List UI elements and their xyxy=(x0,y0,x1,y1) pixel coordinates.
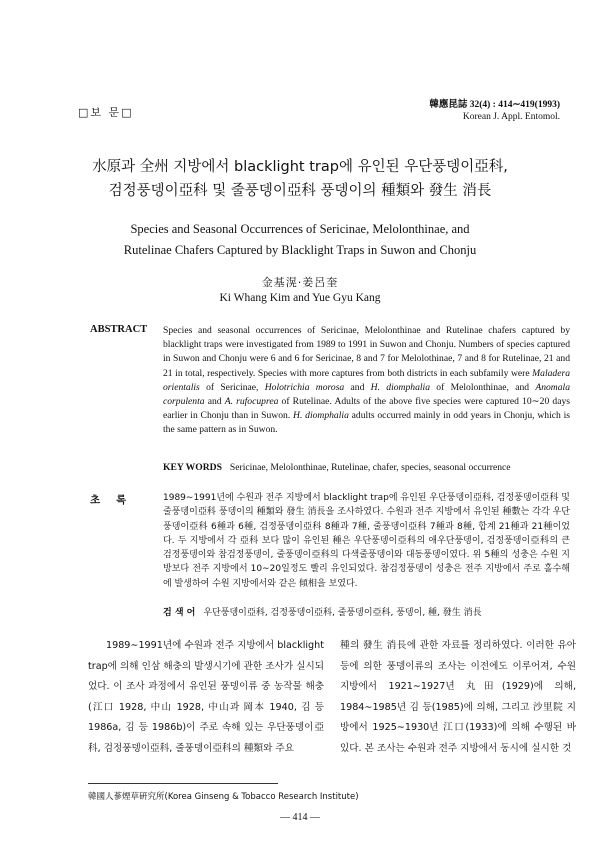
english-title-line2: Rutelinae Chafers Captured by Blacklight Traps in Suwon and Chonju xyxy=(123,243,477,257)
korean-title-line2: 검정풍뎅이亞科 및 줄풍뎅이亞科 풍뎅이의 種類와 發生 消長 xyxy=(108,183,492,199)
english-title xyxy=(60,219,540,261)
species-name: Anomala corpulenta xyxy=(163,381,570,408)
species-name: H. diomphalia xyxy=(370,381,430,393)
korean-title xyxy=(60,155,540,203)
abstract-part: and xyxy=(204,396,225,408)
abstract-label: ABSTRACT xyxy=(90,324,148,335)
abstract-part: of Rutelinae. Adults of the above five species were captured 10∼20 days earlier in Chonju than in Suwon. xyxy=(163,396,570,422)
abstract-part: Species and seasonal occurrences of Sericinae, Melolonthinae and Rutelinae chafers captured by blacklight traps were investigated from 1989 to 1991 in Suwon and Chonju. Numbers of species captured in Suwon and Chonju were 6 and 6 for Sericinae, 8 and 7 for Melolothinae, 7 and 8 for Rutelinae, 21 and 21 in total, respectively. Species with more captures from both districts in each subfamily were xyxy=(163,325,570,379)
korean-key-words xyxy=(163,605,573,618)
korean-abstract-text: 1989∼1991년에 수원과 전주 지방에서 blacklight trap에 유인된 우단풍뎅이亞科, 검정풍뎅이亞科 및 줄풍뎅이亞科 풍뎅이의 種類와 發生 消長을 조사하였다. 수원과 전주 지방에서 유인된 種數는 각각 우단풍뎅이亞科 6種과 6種, 검정풍뎅이亞科 8種과 7種, 줄풍뎅이亞科 7種과 8種, 합계 21種과 21種이었다. 두 지방에서 각 亞科 보다 많이 유인된 種은 우단풍뎅이亞科의 애우단풍뎅이, 검정풍뎅이亞科의 큰검정풍뎅이와 참검정풍뎅이, 줄풍뎅이亞科의 다색줄풍뎅이와 대동풍뎅이였다. 위 5種의 성충은 수원 지방보다 전주 지방에서 10∼20일정도 빨리 유인되었다. 참검정풍뎅이 성충은 전주 지방에서 주로 홀수해에 발생하여 수원 지방에서와 같은 傾相을 보였다. xyxy=(163,493,570,589)
affiliation-footnote: 韓國人蔘煙草硏究所(Korea Ginseng & Tobacco Research Institute) xyxy=(88,792,359,802)
abstract-text xyxy=(163,324,570,438)
species-name: A. rufocuprea xyxy=(224,396,279,408)
key-words xyxy=(163,462,573,473)
key-words-text: Sericinae, Melolonthinae, Rutelinae, chafer, species, seasonal occurrence xyxy=(229,462,511,473)
abstract-part: and xyxy=(344,381,371,393)
journal-name-line: Korean J. Appl. Entomol. xyxy=(462,112,560,122)
article-type-label: □보 문□ xyxy=(78,106,134,119)
footnote-divider xyxy=(88,783,278,784)
abstract-part: of Melolonthinae, and xyxy=(430,381,536,393)
journal-citation xyxy=(429,99,560,123)
korean-title-line1: 水原과 全州 지방에서 blacklight trap에 유인된 우단풍뎅이亞科, xyxy=(92,159,508,175)
korean-key-words-label: 검 색 어 xyxy=(163,608,196,618)
korean-abstract-label: 초록 xyxy=(90,494,143,506)
korean-key-words-text: 우단풍뎅이亞科, 검정풍뎅이亞科, 줄풍뎅이亞科, 풍뎅이, 種, 發生 消長 xyxy=(203,608,482,618)
body-column-right: 種의 發生 消長에 관한 자료를 정리하였다. 이러한 유아등에 의한 풍뎅이류의 조사는 이전에도 이루어져, 수원 지방에서 1921∼1927년 丸田(1929)에 의해, 1984∼1985년 김 등(1985)에 의해, 그리고 沙里院 지방에서 1925∼1930년 江口(1933)에 의해 수행된 바 있다. 본 조사는 수원과 전주 지방에서 동시에 실시한 것 xyxy=(340,640,576,754)
species-name: Holotrichia morosa xyxy=(264,381,345,393)
authors-english: Ki Whang Kim and Yue Gyu Kang xyxy=(219,292,381,304)
journal-volume-line: 韓應昆誌 32(4) : 414∼419(1993) xyxy=(429,100,560,110)
english-title-line1: Species and Seasonal Occurrences of Sericinae, Melolonthinae, and xyxy=(130,222,470,236)
species-name: Maladera orientalis xyxy=(163,367,570,393)
body-column-left: 1989∼1991년에 수원과 전주 지방에서 blacklight trap에 의해 인삼 해충의 발생시기에 관한 조사가 실시되었다. 이 조사 과정에서 유인된 풍뎅이류 중 농작물 해충(江口 1928, 中山 1928, 中山과 岡本 1940, 김 등 1986a, 김 등 1986b)이 주로 속해 있는 우단풍뎅이亞科, 검정풍뎅이亞科, 줄풍뎅이亞科의 種類와 주요 xyxy=(88,640,324,754)
key-words-label: KEY WORDS xyxy=(163,462,222,473)
abstract-part: adults occurred mainly in odd years in Chonju, which is the same pattern as in Suwon. xyxy=(163,410,571,436)
abstract-part: of Sericinae, xyxy=(199,381,265,393)
page-number: — 414 — xyxy=(280,812,320,823)
authors-korean: 金基滉·姜呂奎 xyxy=(261,276,339,289)
species-name: H. diomphalia xyxy=(293,410,349,422)
